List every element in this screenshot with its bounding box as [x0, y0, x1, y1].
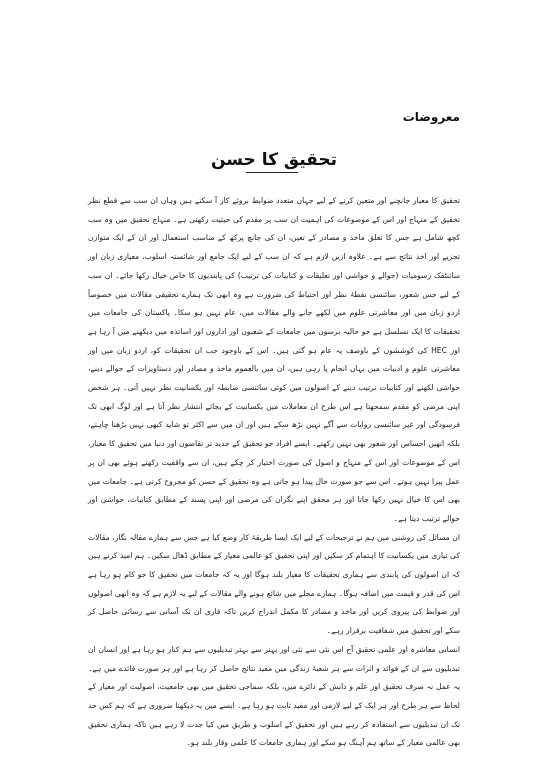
- article-body: [88, 192, 460, 753]
- paragraph-3: انسانی معاشرہ اور علمی تحقیق آج اس نئی سے نئی اور بہتر سے بہتر تبدیلیوں سے ہم کنار ہو رہا ہے اور انسان ان تبدیلیوں سے ان کے فوائد و اثرات سے ہر شعبۂ زندگی میں مفید نتائج حاصل کر رہا ہے اور ہر صورت فائدے میں ہے۔ یہ عمل نہ صرف تحقیق اور علم و دانش کے دائرے میں، بلکہ سماجی تحقیق میں بھی جامعیت، اصولیت اور معیار کے لحاظ سے ہر طرح اور ہر ایک کے لیے لازمی اور مفید ثابت ہو رہا ہے۔ ایسے میں یہ دیکھنا ضروری ہے کہ ہم کس حد تک ان تبدیلیوں سے استفادہ کر رہے ہیں اور تحقیق کے اسلوب و طریق میں کیا جدت لا رہے ہیں تاکہ ہماری تحقیق بھی عالمی معیار کے ساتھ ہم آہنگ ہو سکے اور ہماری جامعات کا علمی وقار بلند ہو۔: [88, 644, 460, 748]
- section-label: معروضات: [402, 110, 460, 124]
- paragraph-2: ان مسائل کی روشنی میں ہم نے ترجیحات کے لیے ایک ایسا طریقۂ کار وضع کیا ہے جس سے ہمارے مقالہ نگار، مقالات کی تیاری میں یکسانیت کا اہتمام کر سکیں اور اپنی تحقیق کو عالمی معیار کے مطابق ڈھال سکیں۔ ہم امید کرتے ہیں کہ ان اصولوں کی پابندی سے ہماری تحقیقات کا معیار بلند ہوگا اور یہ کہ جامعات میں تحقیق کا جو کام ہو رہا ہے اس کی قدر و قیمت میں اضافہ ہوگا۔ ہمارے مجلے میں شائع ہونے والے مقالات کے لیے یہ لازم ہے کہ وہ انھی اصولوں اور ضوابط کی پیروی کریں اور ماخذ و مصادر کا مکمل اندراج کریں تاکہ قاری ان تک آسانی سے رسائی حاصل کر سکے اور تحقیق میں شفافیت برقرار رہے۔: [88, 532, 460, 636]
- title-underline: [246, 172, 298, 173]
- article-title: تحقیق کا حسن: [210, 150, 338, 170]
- paragraph-1: تحقیق کا معیار جانچنے اور متعین کرنے کے لیے جہاں متعدد ضوابط بروئے کار آ سکتے ہیں وہاں ان سب سے قطع نظر تحقیق کے منہاج اور اس کے موضوعات کی اہمیت ان سب پر مقدم کی حیثیت رکھتی ہے۔ منہاج تحقیق میں وہ سب کچھ شامل ہے جس کا تعلق ماخذ و مصادر کے تعین، ان کی جانچ پرکھ کے مناسب استعمال اور ان کے ایک متوازن تجزیے اور اخذ نتائج سے ہے۔ علاوہ ازیں لازم ہے کہ ان سب کے لیے ایک جامع اور شائستہ اسلوب، معیاری زبان اور سائنٹفک رسومیات (حوالے و حواشی اور تعلیقات و کتابیات کی ترتیب) کی پابندیوں کا خاص خیال رکھا جائے۔ ان سب کے لیے جس شعور، سائنسی نقطۂ نظر اور احتیاط کی ضرورت ہے وہ ابھی تک ہمارے تحقیقی مقالات میں خصوصاً اردو زبان میں اور معاشرتی علوم میں لکھے جانے والے مقالات میں، عام نہیں ہو سکا۔ پاکستان کی جامعات میں تحقیقات کا ایک تسلسل ہے جو حالیہ برسوں میں جامعات کے شعبوں اور اداروں اور اساتذہ میں دیکھنے میں آ رہا ہے اور HEC کی کوششوں کے باوصف یہ عام ہو گئی ہیں۔ اس کے باوجود جب ان تحقیقات کو، اردو زبان میں اور معاشرتی علوم و ادبیات میں یہاں انجام پا رہی ہیں، ان میں بالعموم ماخذ و مصادر اور دستاویزات کے حوالے دینے، حواشی لکھنے اور کتابیات ترتیب دینے کے اصولوں میں کوئی سائنسی ضابطہ اور یکسانیت نظر نہیں آتی۔ ہر شخص اپنی مرضی کو مقدم سمجھتا ہے اس طرح ان معاملات میں یکسانیت کے بجائے انتشار نظر آتا ہے اور لوگ ابھی تک فرسودگی اور غیر سائنسی روایات سے آگے نہیں بڑھ سکے ہیں اور ان میں سے اکثر تو شاید کبھی نہیں بڑھنا چاہتے، بلکہ انھیں احساس اور شعور بھی نہیں رکھتے۔ ایسے افراد جو تحقیق کے جدید تر تقاضوں اور دنیا میں تحقیق کا معیار، اس کے موضوعات اور اس کے منہاج و اصول کی صورت اختیار کر چکے ہیں، ان سے واقفیت رکھتے ہوئے بھی ان پر عمل پیرا نہیں ہوتے۔ اس سے جو صورت حال پیدا ہو جاتی ہے وہ تحقیق کے حسن کو مجروح کرتی ہے۔ جامعات میں بھی اس کا خیال نہیں رکھا جاتا اور ہر محقق اپنے نگران کی مرضی اور اپنی پسند کے مطابق کتابیات، حواشی اور حوالے ترتیب دیتا ہے۔: [88, 196, 460, 523]
